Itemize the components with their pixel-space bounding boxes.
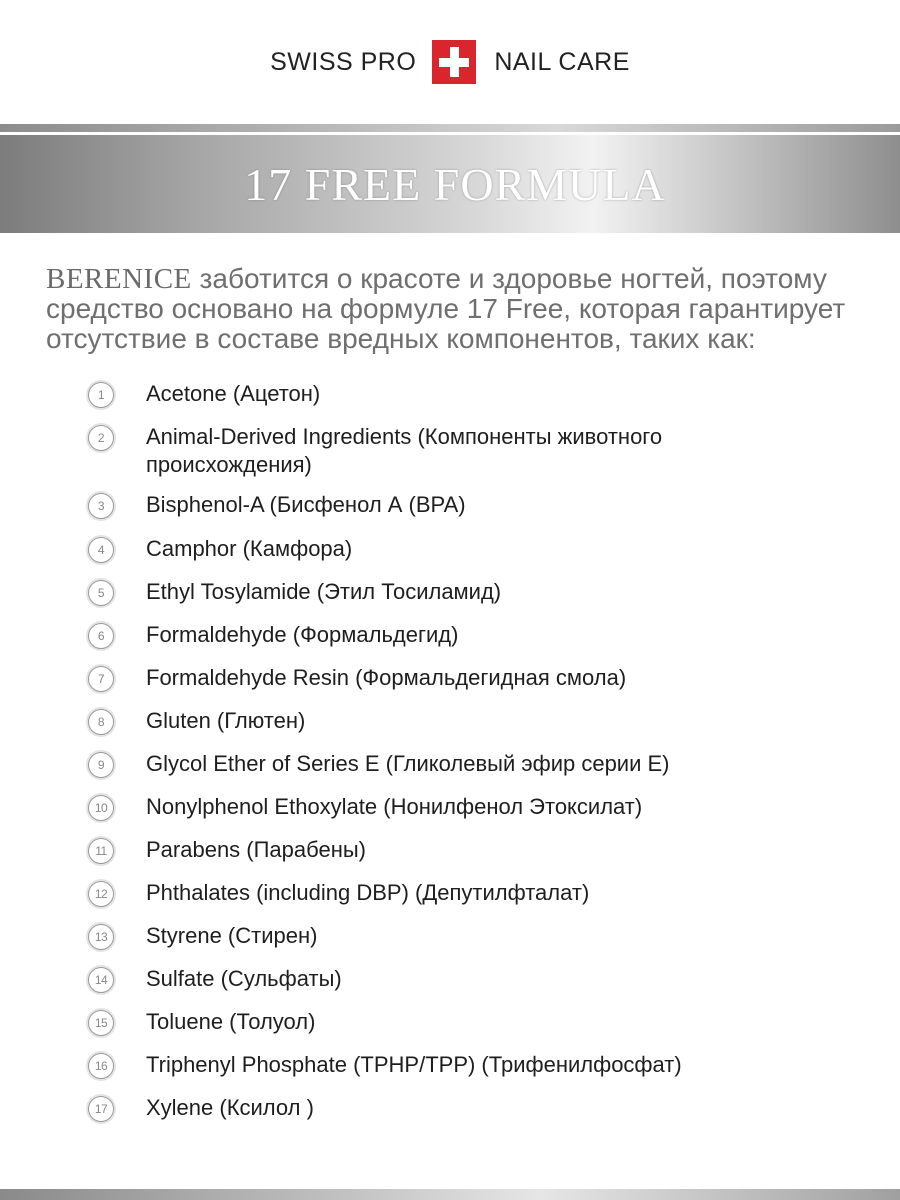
list-item	[0, 922, 900, 956]
ingredient-label: Animal-Derived Ingredients (Компоненты животного происхождения)	[146, 424, 663, 477]
list-item	[0, 879, 900, 913]
ingredient-label: Phthalates (including DBP) (Депутилфталат)	[146, 880, 590, 905]
list-item	[0, 793, 900, 827]
ingredient-label: Ethyl Tosylamide (Этил Тосиламид)	[146, 579, 502, 604]
ingredient-label: Parabens (Парабены)	[146, 837, 367, 862]
number-badge: 3	[88, 493, 114, 519]
list-item	[0, 1094, 900, 1128]
brand-name-left: SWISS PRO	[270, 47, 417, 76]
list-item	[0, 664, 900, 698]
number-badge: 2	[88, 425, 114, 451]
list-item	[0, 535, 900, 569]
number-badge: 8	[88, 709, 114, 735]
ingredient-label: Gluten (Глютен)	[146, 708, 306, 733]
ingredient-label: Nonylphenol Ethoxylate (Нонилфенол Этоксилат)	[146, 794, 643, 819]
list-item	[0, 578, 900, 612]
list-item	[0, 750, 900, 784]
brand-name-right: NAIL CARE	[494, 47, 630, 76]
number-badge: 5	[88, 580, 114, 606]
ingredient-label: Camphor (Камфора)	[146, 536, 353, 561]
list-item	[0, 423, 900, 477]
ingredient-label: Xylene (Ксилол )	[146, 1095, 314, 1120]
ingredient-label: Acetone (Ацетон)	[146, 381, 321, 406]
swiss-cross-icon	[432, 40, 476, 84]
list-item	[0, 965, 900, 999]
ingredient-label: Bisphenol-A (Бисфенол А (BPA)	[146, 492, 466, 517]
intro-paragraph	[46, 264, 866, 354]
number-badge: 1	[88, 382, 114, 408]
ingredient-label: Triphenyl Phosphate (TPHP/TPP) (Трифенилфосфат)	[146, 1052, 682, 1077]
number-badge: 14	[88, 967, 114, 993]
brand-header	[0, 38, 900, 86]
page-title: 17 FREE FORMULA	[244, 158, 666, 210]
number-badge: 15	[88, 1010, 114, 1036]
list-item	[0, 836, 900, 870]
banner-divider	[0, 124, 900, 132]
number-badge: 17	[88, 1096, 114, 1122]
list-item	[0, 491, 900, 525]
number-badge: 13	[88, 924, 114, 950]
list-item	[0, 1008, 900, 1042]
number-badge: 7	[88, 666, 114, 692]
bottom-divider	[0, 1189, 900, 1200]
number-badge: 4	[88, 537, 114, 563]
title-banner	[0, 135, 900, 233]
ingredient-label: Toluene (Толуол)	[146, 1009, 316, 1034]
list-item	[0, 1051, 900, 1085]
ingredient-label: Sulfate (Сульфаты)	[146, 966, 342, 991]
ingredient-label: Formaldehyde (Формальдегид)	[146, 622, 459, 647]
list-item	[0, 707, 900, 741]
ingredient-label: Styrene (Стирен)	[146, 923, 318, 948]
number-badge: 10	[88, 795, 114, 821]
number-badge: 12	[88, 881, 114, 907]
ingredient-label: Glycol Ether of Series E (Гликолевый эфир серии Е)	[146, 751, 670, 776]
intro-text: заботится о красоте и здоровье ногтей, поэтому средство основано на формуле 17 Free, которая гарантирует отсутствие в составе вредных компонентов, таких как:	[46, 263, 846, 354]
number-badge: 16	[88, 1053, 114, 1079]
number-badge: 11	[88, 838, 114, 864]
number-badge: 9	[88, 752, 114, 778]
ingredient-label: Formaldehyde Resin (Формальдегидная смола)	[146, 665, 627, 690]
list-item	[0, 380, 900, 414]
intro-brand-name: BERENICE	[46, 263, 192, 295]
number-badge: 6	[88, 623, 114, 649]
list-item	[0, 621, 900, 655]
